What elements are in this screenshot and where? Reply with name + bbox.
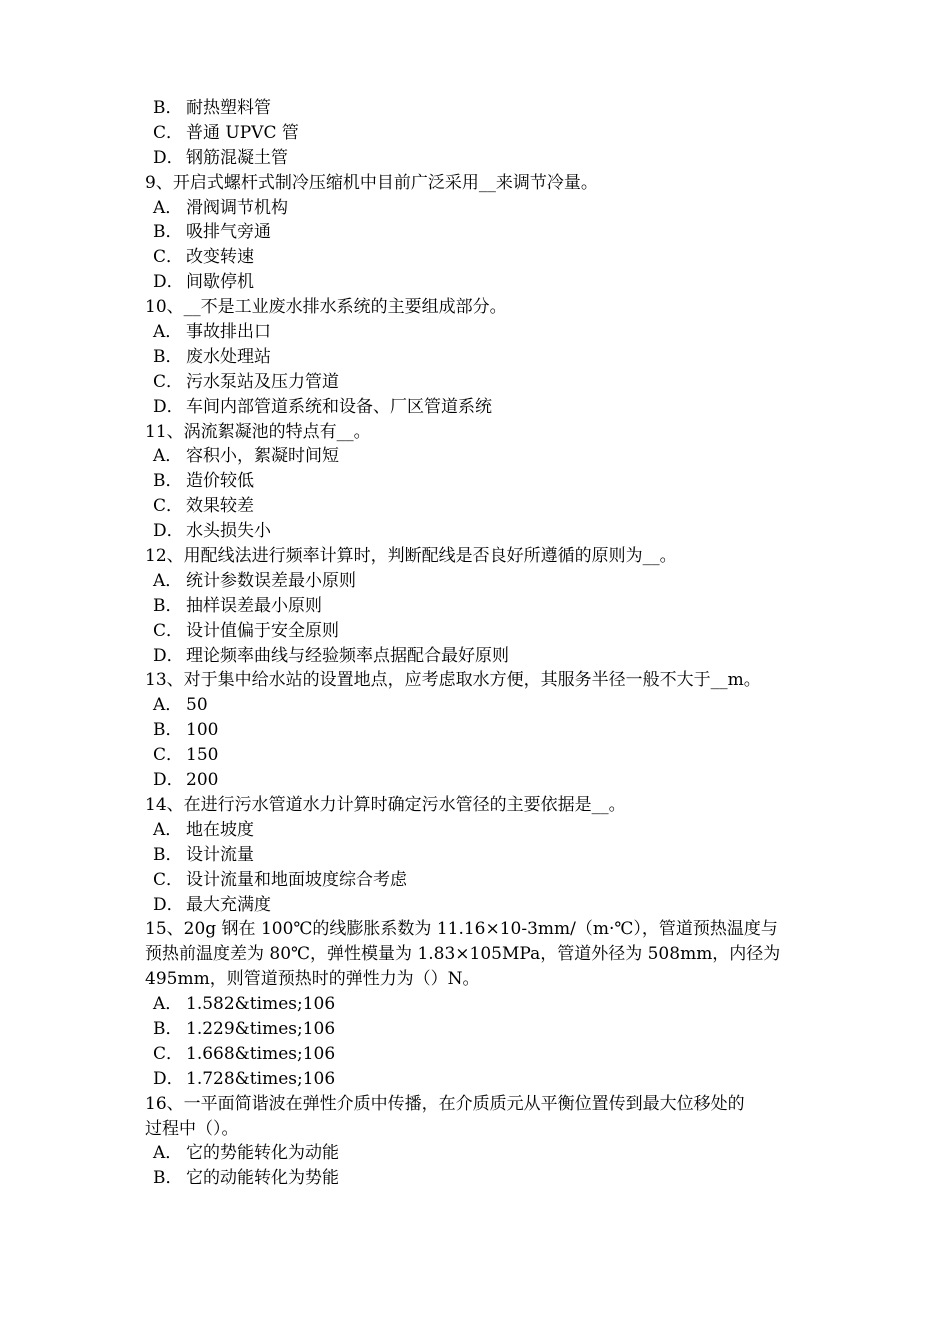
option-letter: C． [153, 869, 184, 890]
option-text: 200 [186, 770, 219, 791]
option-letter: C． [153, 620, 184, 641]
question-text: 13、对于集中给水站的设置地点，应考虑取水方便，其服务半径一般不大于__m。 [145, 670, 761, 691]
option-text: 1.668&times;106 [186, 1043, 336, 1064]
option-line [0, 569, 950, 594]
option-line [0, 469, 950, 494]
option-text: 1.582&times;106 [186, 994, 336, 1015]
option-letter: B． [153, 844, 183, 865]
option-line [0, 768, 950, 793]
option-text: 理论频率曲线与经验频率点据配合最好原则 [186, 645, 509, 666]
option-text: 间歇停机 [186, 272, 254, 293]
option-letter: A． [153, 570, 183, 591]
option-line [0, 619, 950, 644]
option-text: 车间内部管道系统和设备、厂区管道系统 [186, 396, 492, 417]
option-text: 污水泵站及压力管道 [186, 371, 339, 392]
option-text: 50 [186, 695, 208, 716]
option-line [0, 320, 950, 345]
option-letter: C． [153, 247, 184, 268]
option-line [0, 718, 950, 743]
option-letter: C． [153, 496, 184, 517]
option-letter: A． [153, 322, 183, 343]
option-text: 钢筋混凝土管 [186, 147, 288, 168]
option-letter: C． [153, 1043, 184, 1064]
option-text: 效果较差 [186, 496, 254, 517]
option-text: 改变转速 [186, 247, 254, 268]
option-letter: A． [153, 695, 183, 716]
option-letter: B． [153, 720, 183, 741]
option-line [0, 644, 950, 669]
option-text: 水头损失小 [186, 521, 271, 542]
question-text: 过程中（）。 [145, 1118, 239, 1139]
question-text: 15、20g 钢在 100℃的线膨胀系数为 11.16×10-3mm/（m·℃），管道预热温度与 [145, 919, 778, 940]
option-letter: D． [153, 770, 184, 791]
document-page [0, 96, 950, 1191]
option-line [0, 1017, 950, 1042]
question-text: 12、用配线法进行频率计算时，判断配线是否良好所遵循的原则为__。 [145, 546, 677, 567]
option-line [0, 868, 950, 893]
option-letter: A． [153, 1143, 183, 1164]
option-letter: D． [153, 147, 184, 168]
option-line [0, 395, 950, 420]
option-letter: D． [153, 645, 184, 666]
question-text: 11、涡流絮凝池的特点有__。 [145, 421, 371, 442]
option-letter: C． [153, 122, 184, 143]
option-letter: B． [153, 471, 183, 492]
option-letter: C． [153, 745, 184, 766]
option-letter: A． [153, 994, 183, 1015]
option-line [0, 519, 950, 544]
option-letter: B． [153, 1018, 183, 1039]
option-line [0, 818, 950, 843]
option-letter: D． [153, 272, 184, 293]
option-line [0, 245, 950, 270]
option-letter: C． [153, 371, 184, 392]
option-text: 设计流量和地面坡度综合考虑 [186, 869, 407, 890]
option-line [0, 992, 950, 1017]
option-text: 1.229&times;106 [186, 1018, 336, 1039]
option-letter: A． [153, 446, 183, 467]
option-line [0, 843, 950, 868]
option-line [0, 270, 950, 295]
option-line [0, 196, 950, 221]
option-letter: B． [153, 1168, 183, 1189]
option-line [0, 345, 950, 370]
option-line [0, 594, 950, 619]
question-text: 16、一平面简谐波在弹性介质中传播，在介质质元从平衡位置传到最大位移处的 [145, 1093, 745, 1114]
option-line [0, 1042, 950, 1067]
option-text: 100 [186, 720, 219, 741]
option-letter: B． [153, 346, 183, 367]
question-text: 10、__不是工业废水排水系统的主要组成部分。 [145, 297, 507, 318]
option-text: 设计流量 [186, 844, 254, 865]
option-letter: D． [153, 521, 184, 542]
question-text: 9、开启式螺杆式制冷压缩机中目前广泛采用__来调节冷量。 [145, 172, 598, 193]
option-line [0, 494, 950, 519]
option-letter: B． [153, 98, 183, 118]
option-letter: D． [153, 1068, 184, 1089]
option-line [0, 121, 950, 146]
option-text: 废水处理站 [186, 346, 271, 367]
option-text: 地在坡度 [186, 819, 254, 840]
question-text: 495mm，则管道预热时的弹性力为（）N。 [145, 969, 480, 990]
option-text: 150 [186, 745, 219, 766]
option-line [0, 743, 950, 768]
option-line [0, 1067, 950, 1092]
option-line [0, 693, 950, 718]
option-line [0, 1141, 950, 1166]
option-letter: D． [153, 894, 184, 915]
option-text: 抽样误差最小原则 [186, 595, 322, 616]
option-text: 普通 UPVC 管 [186, 122, 299, 143]
option-text: 设计值偏于安全原则 [186, 620, 339, 641]
option-line [0, 444, 950, 469]
option-line [0, 146, 950, 171]
option-text: 最大充满度 [186, 894, 271, 915]
option-letter: B． [153, 222, 183, 243]
option-text: 它的势能转化为动能 [186, 1143, 339, 1164]
option-line [0, 96, 950, 121]
option-text: 1.728&times;106 [186, 1068, 336, 1089]
option-line [0, 893, 950, 918]
question-text: 14、在进行污水管道水力计算时确定污水管径的主要依据是__。 [145, 794, 626, 815]
option-text: 吸排气旁通 [186, 222, 271, 243]
option-text: 它的动能转化为势能 [186, 1168, 339, 1189]
option-line [0, 220, 950, 245]
option-text: 事故排出口 [186, 322, 271, 343]
question-text: 预热前温度差为 80℃，弹性模量为 1.83×105MPa，管道外径为 508mm，内径为 [145, 944, 781, 965]
option-letter: D． [153, 396, 184, 417]
option-letter: A． [153, 819, 183, 840]
option-text: 容积小，絮凝时间短 [186, 446, 339, 467]
option-letter: B． [153, 595, 183, 616]
option-line [0, 1166, 950, 1191]
option-text: 统计参数误差最小原则 [186, 570, 356, 591]
option-text: 滑阀调节机构 [186, 197, 288, 218]
option-letter: A． [153, 197, 183, 218]
option-text: 造价较低 [186, 471, 254, 492]
option-text: 耐热塑料管 [186, 98, 271, 118]
option-line [0, 370, 950, 395]
